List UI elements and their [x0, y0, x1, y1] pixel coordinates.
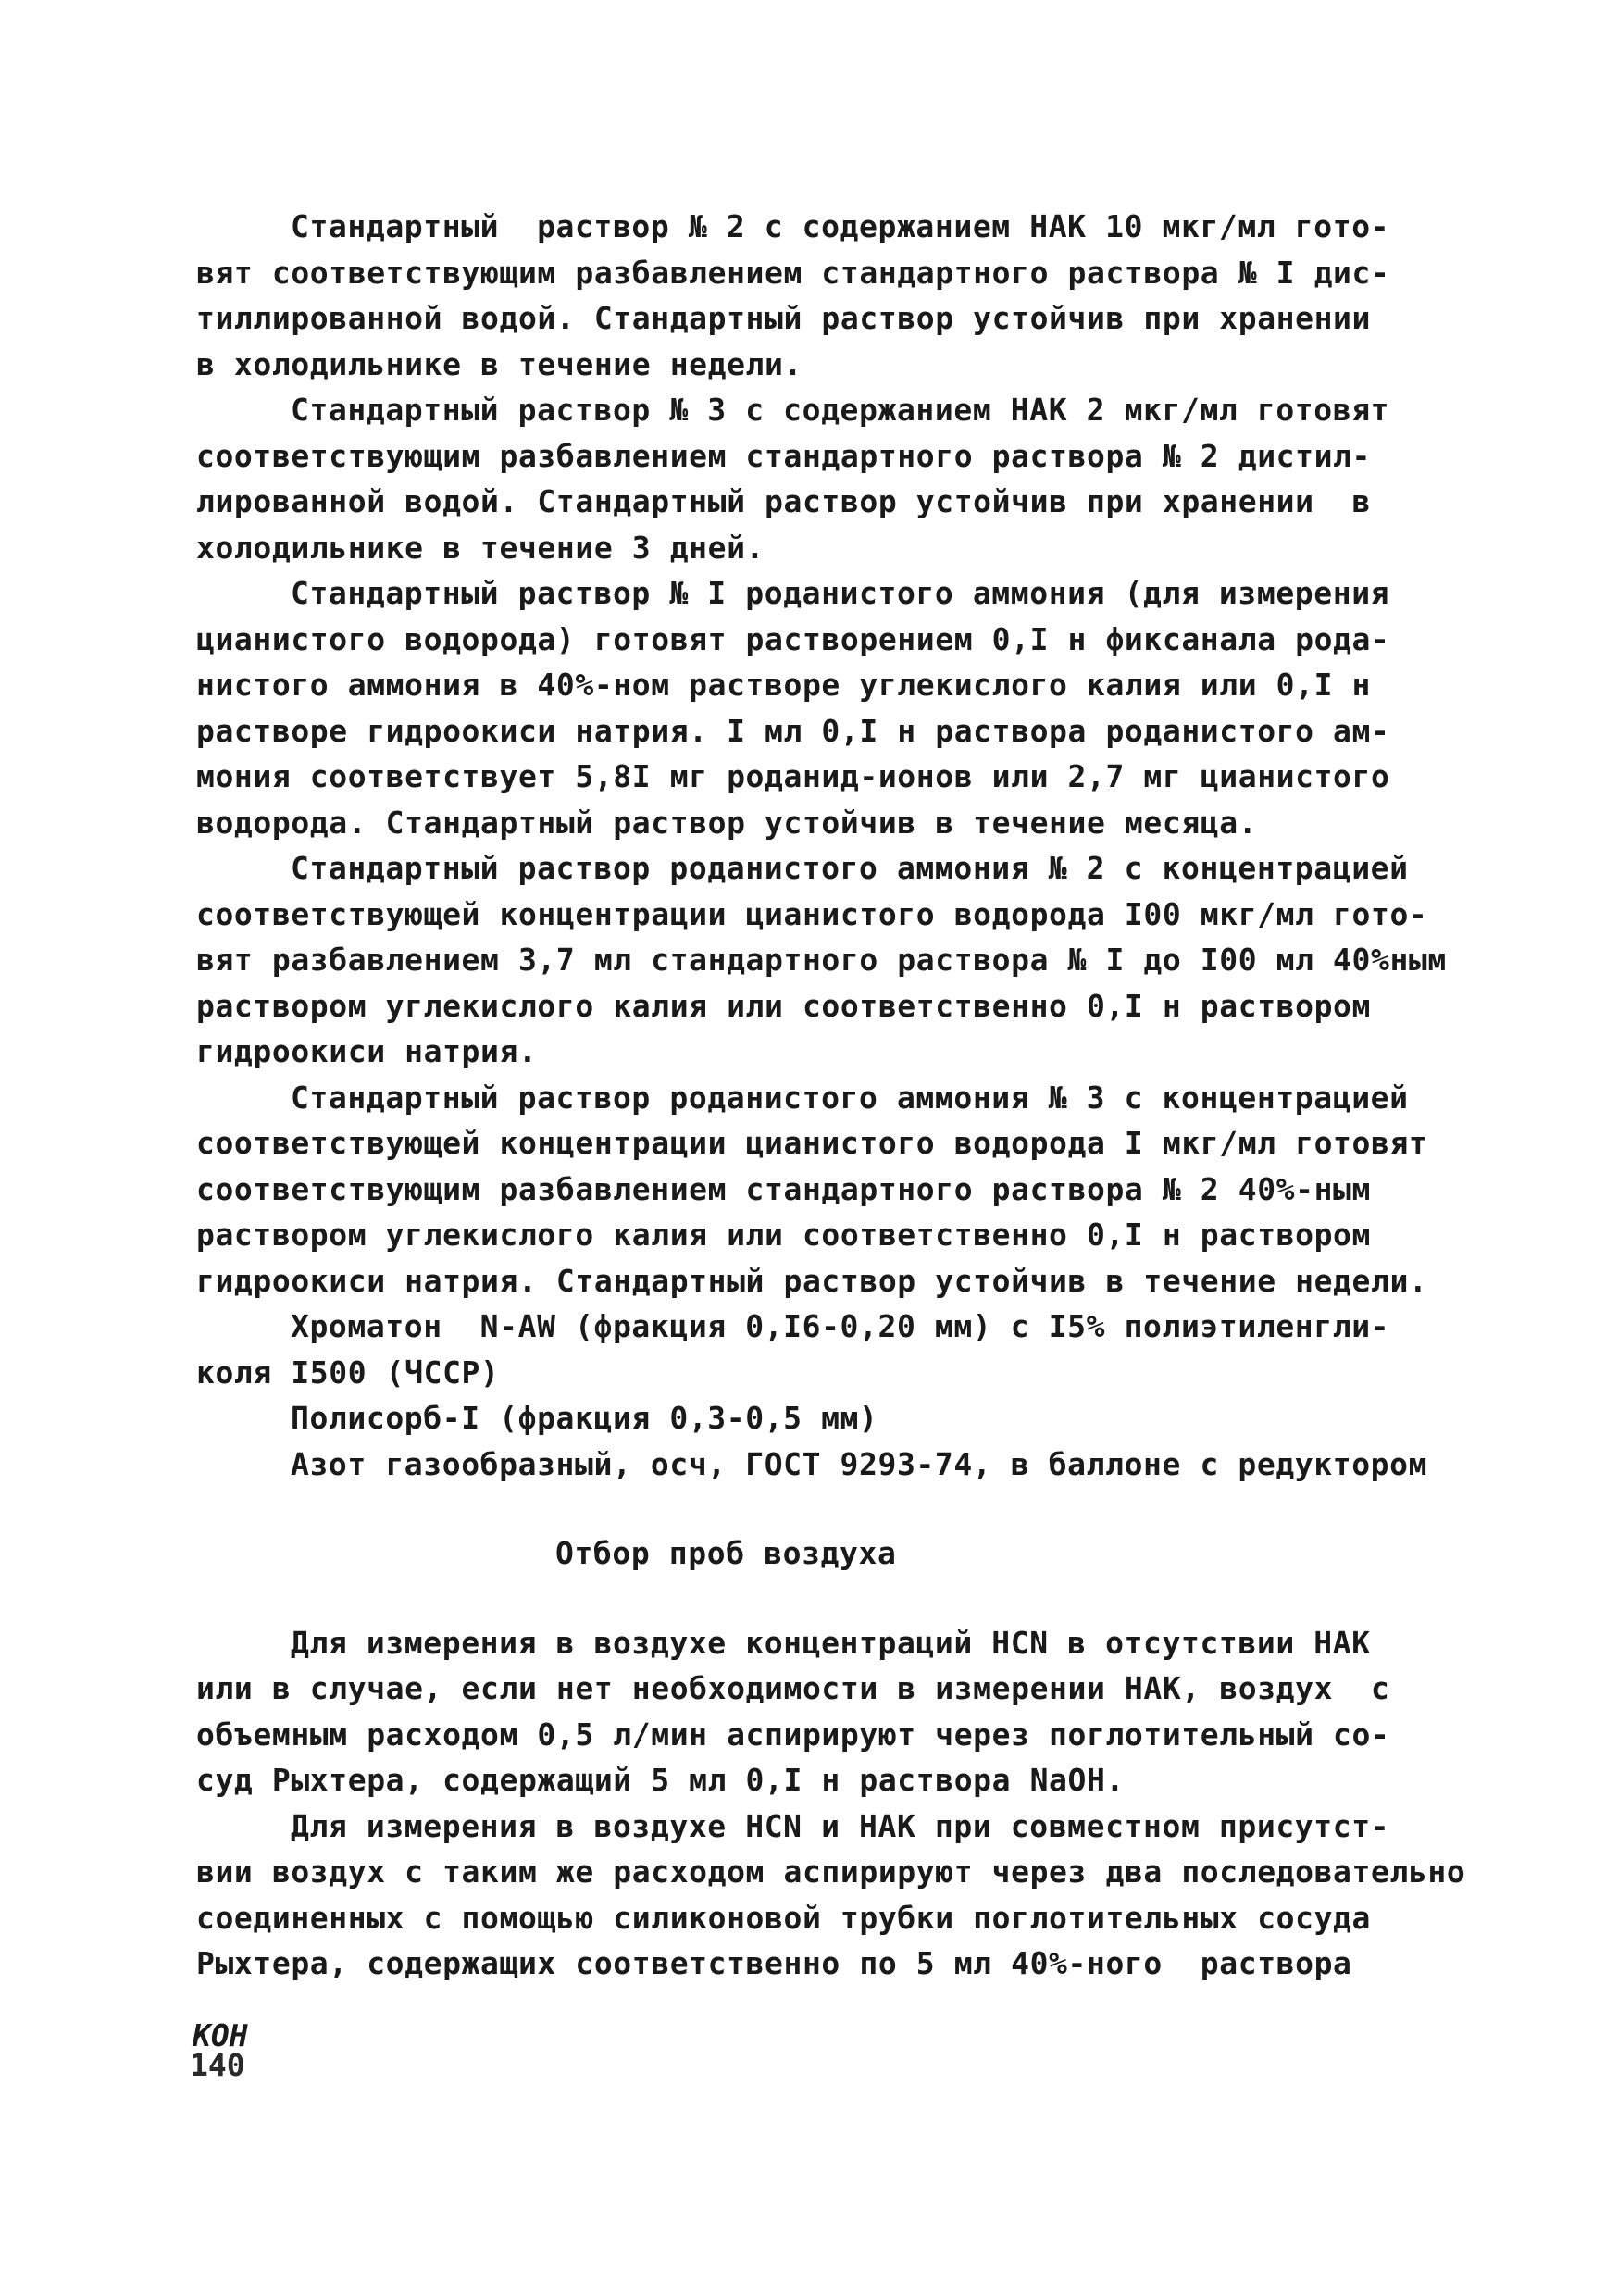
paragraph: [196, 204, 1474, 387]
text-line: цианистого водорода) готовят растворением 0,I н фиксанала рода-: [196, 620, 1390, 657]
text-line: вят соответствующим разбавлением стандартного раствора № I дис-: [196, 254, 1390, 291]
text-line: Рыхтера, содержащих соответственно по 5 мл 40%-ного раствора: [196, 1945, 1352, 1981]
text-line: раствором углекислого калия или соответственно 0,I н раствором: [196, 1217, 1371, 1253]
page-number: 140: [190, 2047, 245, 2083]
text-line: Стандартный раствор № I роданистого аммония (для измерения: [291, 575, 1390, 611]
text-line: Для измерения в воздухе концентраций HCN в отсутствии НАК: [291, 1624, 1371, 1661]
text-line: в холодильнике в течение недели.: [196, 345, 803, 382]
text-line: Полисорб-I (фракция 0,3-0,5 мм): [291, 1400, 878, 1436]
text-line: Азот газообразный, осч, ГОСТ 9293-74, в баллоне с редуктором: [291, 1445, 1428, 1482]
text-line: раствором углекислого калия или соответственно 0,I н раствором: [196, 987, 1371, 1024]
paragraph: [196, 570, 1474, 845]
text-line: соответствующей концентрации цианистого водорода I мкг/мл готовят: [196, 1125, 1428, 1161]
text-line: или в случае, если нет необходимости в измерении НАК, воздух с: [196, 1670, 1390, 1706]
text-line: вят разбавлением 3,7 мл стандартного раствора № I до I00 мл 40%ным: [196, 942, 1447, 978]
text-line: гидроокиси натрия.: [196, 1033, 538, 1069]
text-line: суд Рыхтера, содержащий 5 мл 0,I н раствора NaOH.: [196, 1762, 1125, 1798]
text-line: соединенных с помощью силиконовой трубки поглотительных сосуда: [196, 1899, 1371, 1936]
paragraph: [196, 387, 1474, 570]
sampling-section: [196, 1620, 1474, 1987]
text-line: коля I500 (ЧССР): [196, 1354, 500, 1391]
text-line: Стандартный раствор роданистого аммония № 2 с концентрацией: [291, 850, 1409, 886]
text-line: Стандартный раствор № 2 с содержанием НАК 10 мкг/мл гото-: [291, 208, 1390, 244]
section-heading: Отбор проб воздуха: [555, 1535, 897, 1571]
text-line: гидроокиси натрия. Стандартный раствор устойчив в течение недели.: [196, 1262, 1428, 1299]
paragraph: [196, 845, 1474, 1075]
text-line: водорода. Стандартный раствор устойчив в течение месяца.: [196, 804, 1258, 841]
paragraph: [196, 1620, 1474, 1803]
handwritten-note: KOH: [193, 2017, 248, 2053]
reagents-section: [196, 204, 1474, 1487]
text-line: соответствующим разбавлением стандартного раствора № 2 дистил-: [196, 437, 1371, 474]
paragraph: [196, 1441, 1474, 1488]
paragraph: [196, 1075, 1474, 1304]
text-line: соответствующим разбавлением стандартного раствора № 2 40%-ным: [196, 1170, 1371, 1207]
page-body: [196, 204, 1474, 1987]
text-line: холодильнике в течение 3 дней.: [196, 529, 765, 566]
text-line: Стандартный раствор роданистого аммония № 3 с концентрацией: [291, 1079, 1409, 1116]
text-line: Для измерения в воздухе HCN и НАК при совместном присутст-: [291, 1807, 1390, 1844]
text-line: Стандартный раствор № 3 с содержанием НАК 2 мкг/мл готовят: [291, 392, 1390, 428]
text-line: лированной водой. Стандартный раствор устойчив при хранении в: [196, 483, 1371, 519]
text-line: растворе гидроокиси натрия. I мл 0,I н раствора роданистого ам-: [196, 712, 1390, 749]
paragraph: [196, 1395, 1474, 1441]
paragraph: [196, 1803, 1474, 1987]
text-line: мония соответствует 5,8I мг роданид-ионов или 2,7 мг цианистого: [196, 758, 1390, 794]
text-line: нистого аммония в 40%-ном растворе углекислого калия или 0,I н: [196, 667, 1371, 703]
text-line: Хроматон N-AW (фракция 0,I6-0,20 мм) с I5% полиэтиленгли-: [291, 1308, 1390, 1344]
text-line: объемным расходом 0,5 л/мин аспирируют через поглотительный со-: [196, 1716, 1390, 1753]
text-line: тиллированной водой. Стандартный раствор устойчив при хранении: [196, 300, 1371, 336]
text-line: вии воздух с таким же расходом аспирируют через два последовательно: [196, 1853, 1466, 1890]
text-line: соответствующей концентрации цианистого водорода I00 мкг/мл гото-: [196, 895, 1428, 932]
paragraph: [196, 1304, 1474, 1395]
